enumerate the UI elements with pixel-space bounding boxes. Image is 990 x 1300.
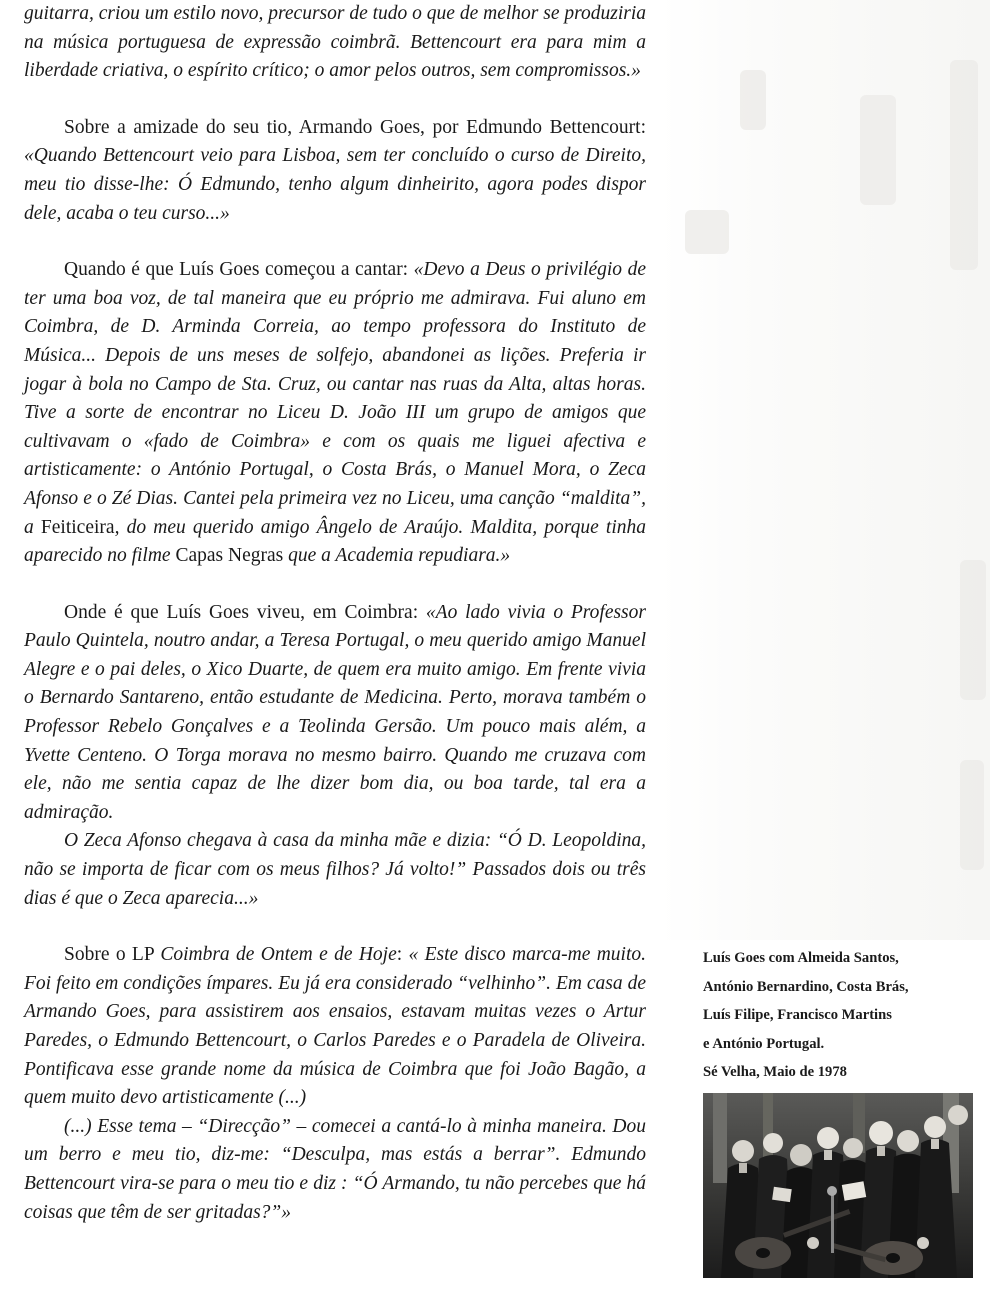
- italic-text-run: , do meu querido amigo Ângelo de Araújo. Maldita, porque tinha aparecido no filme: [24, 516, 646, 567]
- text-run: :: [396, 944, 409, 966]
- caption-line: Sé Velha, Maio de 1978: [703, 1064, 847, 1080]
- caption-line: e António Portugal.: [703, 1035, 825, 1052]
- italic-text-run: «Ao lado vivia o Professor Paulo Quintela, noutro andar, a Teresa Portugal, o meu querido amigo Manuel Alegre e o pai deles, o Xico Duarte, de quem era muito amigo. Em frente vivia o Bernardo Santareno, então estudante de Medicina. Perto, morava também o Professor Rebelo Gonçalves e a Teolinda Gersão. Um pouco mais além, a Yvette Centeno. O Torga morava no mesmo bairro. Quando me cruzava com ele, não me sentia capaz de lhe dizer bom dia, ou boa tarde, tal era a admiração.: [24, 601, 646, 823]
- italic-text-run: Coimbra de Ontem e de Hoje: [160, 944, 397, 966]
- italic-text-run: guitarra, criou um estilo novo, precursor de tudo o que de melhor se produziria na música portuguesa de expressão coimbrã. Bettencourt era para mim a liberdade criativa, o espírito crítico; o amor pelos outros, sem compromissos.»: [24, 3, 646, 82]
- text-run: Sobre o LP: [64, 944, 161, 966]
- text-run: Sobre a amizade do seu tio, Armando Goes, por Edmundo Bettencourt:: [64, 116, 646, 138]
- italic-text-run: que a Academia repudiara.»: [283, 545, 511, 567]
- italic-text-run: O Zeca Afonso chegava à casa da minha mãe e dizia: “Ó D. Leopoldina, não se importa de ficar com os meus filhos? Já volto!” Passados dois ou três dias é que o Zeca aparecia...»: [24, 830, 646, 909]
- caption-line: Luís Goes com Almeida Santos,: [703, 950, 899, 966]
- paragraph: [24, 0, 646, 86]
- faded-shape: [960, 760, 984, 870]
- paragraph: [24, 1113, 646, 1227]
- faded-shape: [950, 60, 978, 270]
- text-run: Feiticeira: [40, 516, 115, 538]
- group-photo: [703, 1093, 973, 1278]
- faded-shape: [960, 560, 986, 700]
- faded-shape: [860, 95, 896, 205]
- paragraph: [24, 827, 646, 913]
- paragraph: [24, 599, 646, 828]
- italic-text-run: « Este disco marca-me muito. Foi feito em condições ímpares. Eu já era considerado “velhinho”. Em casa de Armando Goes, para assistirem aos ensaios, estavam muitas vezes o Artur Paredes, o Edmundo Bettencourt, o Carlos Paredes e o Paradela de Oliveira. Pontificava esse grande nome da música de Coimbra que foi João Bagão, a quem muito devo artisticamente (...): [24, 944, 646, 1109]
- paragraph: [24, 256, 646, 571]
- text-run: Onde é que Luís Goes viveu, em Coimbra:: [64, 601, 426, 623]
- faded-background-margin: [660, 0, 990, 940]
- group-photo-image: [703, 1093, 973, 1278]
- paragraph: [24, 114, 646, 228]
- faded-shape: [685, 210, 729, 254]
- text-run: Quando é que Luís Goes começou a cantar:: [64, 259, 414, 281]
- caption-line: António Bernardino, Costa Brás,: [703, 978, 909, 995]
- text-run: Capas Negras: [175, 545, 284, 567]
- paragraph: [24, 941, 646, 1113]
- faded-shape: [740, 70, 766, 130]
- photo-caption: [703, 944, 973, 1087]
- article-body: [24, 0, 646, 1227]
- italic-text-run: «Quando Bettencourt veio para Lisboa, sem ter concluído o curso de Direito, meu tio disse-lhe: Ó Edmundo, tenho algum dinheirito, agora podes dispor dele, acaba o teu curso...»: [24, 145, 646, 224]
- italic-text-run: «Devo a Deus o privilégio de ter uma boa voz, de tal maneira que eu próprio me admirava. Fui aluno em Coimbra, de D. Arminda Correia, ao tempo professora do Instituto de Música... Depois de uns meses de solfejo, abandonei as lições. Preferia ir jogar à bola no Campo de Sta. Cruz, ou cantar nas ruas da Alta, altas horas. Tive a sorte de encontrar no Liceu D. João III um grupo de amigos que cultivavam o «fado de Coimbra» e com os quais me liguei afectiva e artisticamente: o António Portugal, o Costa Brás, o Manuel Mora, o Zeca Afonso e o Zé Dias. Cantei pela primeira vez no Liceu, uma canção “maldita”, a: [24, 259, 646, 538]
- caption-line: Luís Filipe, Francisco Martins: [703, 1007, 892, 1023]
- italic-text-run: (...) Esse tema – “Direcção” – comecei a cantá-lo à minha maneira. Dou um berro e meu tio, diz-me: “Desculpa, mas estás a berrar”. Edmundo Bettencourt vira-se para o meu tio e diz : “Ó Armando, tu não percebes que há coisas que têm de ser gritadas?”»: [24, 1115, 646, 1223]
